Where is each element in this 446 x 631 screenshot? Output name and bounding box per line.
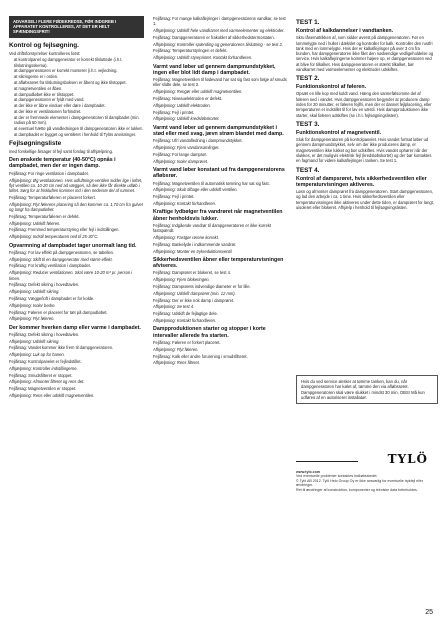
remedy-text: Afhjælpning: Udskift elektroden.	[153, 102, 211, 108]
check-item: • at dampgeneratoren er fyldt med vand.	[14, 97, 144, 102]
remedy-text: Afhjælpning: Se test 4.	[153, 304, 195, 310]
remedy-text: Afhjælpning: Udskift sikring.	[9, 338, 60, 344]
remedy-text: Afhjælpning: Flyt føleren.	[9, 316, 55, 322]
remedy-text: Afhjælpning: Udskift styreprintet. Kontakt forhandleren.	[153, 55, 253, 61]
cause-text: Fejlårsag: For ringe ventilation i dampbadet.	[9, 170, 89, 176]
check-item: • at afløbsrøret fra tilslutningsboksen er åbent og ikke tilstoppet.	[14, 80, 144, 85]
cause-text: Fejlårsag: Kalk eller andre forurening i smudsfilteret.	[153, 353, 248, 359]
cause-text: Fejlårsag: Fremmed temperaturstyring eller fejl i indstillingen.	[9, 227, 120, 233]
check-item: • at der ikke er åbne vinduer eller døre i dampbadet.	[14, 103, 144, 108]
remedy-text: Afhjælpning: Rens filteret.	[153, 360, 200, 366]
page-number: 25	[425, 609, 433, 616]
test-title: TEST 1.	[296, 19, 320, 26]
remedy-text: Afhjælpning: Indstil temperaturen ned til 25-30°C.	[9, 234, 99, 240]
remedy-text: Afhjælpning: Rengør eller udskift magnetventilen.	[153, 89, 243, 95]
check-item: • at der er fremmede elementer i dampgeneratoren til dampbadet (min. radius på 50 mm).	[14, 115, 144, 126]
remedy-text: Afhjælpning: Reducer ventilationen. Skal være 10-20 m³ pr. person i timen.	[9, 270, 133, 281]
check-item: • at magnetventilen er åben.	[14, 86, 144, 91]
cause-text: Fejlårsag: For mange kalkaflejringer i dampgeneratorens vandkar, se test 1.	[153, 16, 286, 27]
check-item: • at sikringerne er i orden.	[14, 74, 144, 79]
check-item: • at kontrolpanel og dampgenerator er korrekt tilsluttede (i.h.t. tilslutningsskema).	[14, 57, 144, 68]
cause-text: Fejlårsag: For kraftig ventilation i dampbadet.	[9, 263, 91, 269]
remedy-text: Afhjælpning: Fastgør rørene korrekt.	[153, 235, 219, 240]
cause-text: Fejlårsag: Magnetventilen er stoppet.	[9, 386, 77, 392]
remedy-text: Afhjælpning: Kontroller indstillingerne.	[9, 365, 78, 371]
cause-text: Fejlårsag: Temperaturstyringen er defekt.	[153, 48, 228, 54]
remedy-text: Afhjælpning: Kontroller spænding og generatorens tilslutning - se test 2.	[153, 41, 283, 47]
symptom-heading: Kraftige lydbølger fra vandrøret når magnetventilen åbner henholdsvis lukker.	[153, 209, 283, 222]
remedy-text: Afhjælpning: Isoler bedre.	[9, 302, 56, 308]
symptom-heading: Der kommer hverken damp eller varme i dampbadet.	[9, 324, 141, 331]
cause-text: Fejlårsag: Føleren er forkert placeret.	[153, 339, 221, 345]
warning-box: ADVARSEL! FLERE FØDEKREDSE, FØR INDGREB I APPARATET KONTROLLERES, AT DET ER HELT SPÆNDINGSFRIT!	[9, 16, 144, 38]
remedy-text: Afhjælpning: Rens eller udskift magnetventilen.	[9, 393, 95, 399]
cause-text: Fejlårsag: Niveauelektroden er defekt.	[153, 96, 223, 102]
symptom-heading: Den ønskede temperatur (40-50°C) opnås i dampbadet, men der er ingen damp.	[9, 157, 116, 170]
footer-line: Ved eventuelle problemer kontaktes indkøbsstedet.	[296, 474, 378, 479]
remedy-text: Afhjælpning: Luk op for hanen.	[9, 352, 65, 358]
column-right	[296, 16, 434, 366]
section-title-check: Kontrol og fejlsøgning.	[9, 41, 79, 49]
check-item: • at dampbadet er bygget og ventileret i henhold til Tylös anvisninger.	[14, 132, 144, 137]
cause-text: Fejlårsag: Der er ikke nok damp i damprøret.	[153, 297, 235, 303]
test-title: TEST 3.	[296, 120, 320, 128]
test-text: Sluk for dampgeneratoren på kontrolpanelet. Hvis vandet fortsat løber ud gennem dampmundstykket, selv om der ikke produceres damp, er magnetventilen ikke lukket og bør udskiftes. Hvis vandet ophører når der slukkes, er det muligvis elektrisk fejl (kredsløbskortet) og der bør kontaktes en fagmand for videre kalkaflejringer i tanken. Se test 1.	[296, 137, 432, 164]
footer-line: © Tylö AB 2012. Tylö Helo Group Oy er ikke ansvarlig for eventuelle trykfejl eller ændringer.	[296, 478, 423, 488]
service-note-box: Hvis du ved service ønsker at tømme tanken, kan du, når dampgeneratoren har kølet af, tømme den via afløbsrøret. Dampgeneratoren skal være slukket i mindst 30 min. OBS! Må kun udføres af en autoriseret installatør.	[296, 375, 438, 404]
test-text: Opsæt en lille kop med koldt vand. Hæng den varmefølsomme del af føleren ned i vandet. Hvis dampgeneratoren begynder at producere damp inden for 20 minutter, er føleren fejlfri, men der er dannet fejlplacering, eller temperaturen er indstillet til for lav en værdi. Hvis dampproduktionen ikke starter, skal føleren udskiftes (se i.h.t. fejlsøgningslisten).	[296, 91, 432, 118]
remedy-text: Afhjælpning: Udskift føleren.	[9, 220, 61, 226]
cause-text: Fejlårsag: Smudsfilteret er stoppet.	[9, 372, 73, 378]
cause-text: Fejlårsag: Temperaturføleren er placeret forkert.	[9, 194, 96, 200]
test-text: Løsn og afmonter damprøret fra dampgeneratoren. Start dampgeneratoren, og lad den arbejde i ca. 1 time. Hvis sikkerhedsventilen eller temperaturvisningen ikke aktiveres under dette tiden, er damprøret for langt, uisoleret eller blokeret. Afhjælp i henhold til fejlsøgningslisten.	[296, 189, 434, 211]
cause-text: Fejlårsag: For lav effekt på dampgeneratoren, se tabellen.	[9, 249, 115, 255]
remedy-text: Afhjælpning: Skift til en dampgenerator med større effekt.	[9, 256, 113, 262]
table-intro: med forskellige årsager til fejl samt forslag til afhjælpning.	[9, 148, 113, 154]
remedy-text: Afhjælpning: Isoler damprøret.	[153, 158, 209, 164]
intro-text: Ved driftsforstyrrelser kontrolleres først:	[9, 50, 81, 56]
column-left	[9, 16, 144, 616]
remedy-text: Afhjælpning: Fjern blokeringen.	[153, 277, 210, 283]
remedy-text: Afhjælpning: Skub tilbage eller udskift ventilen.	[153, 187, 238, 193]
remedy-text: Afhjælpning: Kontakt forhandleren.	[153, 318, 217, 324]
test-subtitle: Kontrol af kalkdannelser i vandtanken.	[296, 27, 394, 34]
symptom-heading: Sikkerhedsventilen åbner eller temperaturvisningen afviseres.	[153, 256, 284, 270]
cause-text: Fejlårsag: For lange damprør.	[153, 151, 207, 157]
cause-text: Fejlårsag: Fejl i printet.	[153, 194, 195, 200]
symptom-heading: Varmt vand løber konstant ud fra dampgeneratorens afløbsrør.	[153, 167, 285, 180]
remedy-text: Afhjælpning: Kontakt forhandleren.	[153, 201, 217, 207]
cause-text: Fejlårsag: Vandet kommer ikke frem til dampgeneratoren.	[9, 345, 114, 351]
remedy-text: Afhjælpning: Flyt føleren.	[153, 346, 199, 352]
symptom-heading: Varmt vand løber ud gennem dampmundstykket i stød eller med svag, jævn strøm blandet med damp.	[153, 124, 284, 138]
tylo-logo: TYLÖ	[387, 452, 428, 466]
remedy-text: Afhjælpning: Flyt følerens placering så den kommer ca. 1,70 cm fra gulvet og langt fra damputløbet.	[9, 201, 143, 213]
footer-url[interactable]: www.tylo.com	[296, 470, 321, 474]
cause-text: Fejlårsag: Udskift de fejlagtige dele.	[153, 311, 218, 317]
cause-text: Fejlårsag: Defekt sikring i hovedtavlen.	[9, 331, 80, 337]
test-subtitle: Funktionskontrol af føleren.	[296, 84, 367, 91]
cause-text: Fejlårsag: Damprørets indvendige diameter er for lille.	[153, 284, 251, 290]
check-item: • at dampudløbet ikke er tilstoppet.	[14, 92, 144, 97]
check-list	[9, 57, 144, 137]
remedy-text: Afhjælpning: Øg ventilationen. Hvis udluftnings-ventilen sidder lige i loftet, flyt ventilen ca. 10-20 cm ned ad væggen, så den ikke får direkte udløb i loftet. Sørg for at friskluften kommer ind i den nederste del af rummet.	[9, 177, 143, 194]
remedy-text: Afhjælpning: Afmonter filteret og rens det.	[9, 379, 85, 385]
cause-text: Fejlårsag: Kontrolpanelet er fejlindstillet.	[9, 359, 82, 365]
footer	[296, 470, 434, 492]
remedy-text: Afhjælpning: Udskift hele vandkarret med varmeelementer og elektroder.	[153, 28, 285, 34]
footer-line: Ret til ændringer af konstruktion, komponenter og tekniske data forbeholdes.	[296, 487, 418, 492]
section-title-table: Fejlsøgningsliste	[9, 139, 62, 147]
column-middle	[153, 16, 288, 616]
cause-text: Fejlårsag: Damprøret er blokeret, se test 4.	[153, 270, 232, 276]
remedy-text: Afhjælpning: Fjern vandansamlinger.	[153, 145, 220, 151]
remedy-text: Afhjælpning: Udskift sikring.	[9, 289, 60, 295]
symptom-heading: Varmt vand løber ud gennem dampmundstykket, ingen eller blot lidt damp i dampbadet.	[153, 63, 276, 76]
cause-text: Fejlårsag: Fejl i printet.	[153, 109, 195, 115]
test-subtitle: Kontrol af dampsrøret, hvis sikkerhedsventilen eller temperaturvisningen aktiveres.	[296, 175, 427, 188]
symptom-heading: Dampproduktionen starter og stopper i korte intervaller allerede fra starten.	[153, 326, 266, 339]
cause-text: Fejlårsag: Defekt sikring i hovedtavlen.	[9, 282, 80, 288]
remedy-text: Afhjælpning: Monter en trykreduktionsventil.	[153, 248, 233, 254]
remedy-text: Afhjælpning: Udskift damprøret (min. 12 mm).	[153, 290, 236, 296]
check-item: • at der ikke er ventilationen forhindret.	[14, 109, 144, 114]
test-text: Skru låsemøtrikken af, som sidder øverst på dampgeneratoren. Før en lommelygte ned i hullet i dækslet og kontroller for kalk. Kontroller den rustfri tank med en lommelygte. Hvis der er kalkaflejringer på over 3 cm fra bunden, har dampgeneratoren ikke fået den nødvendige vedligeholdelse og service. Hvis kalkaflejringerne kommer højere op, er dampgeneratoren ved at blive for tilkalket. Hvis dampgeneratoren er stærkt tilkalket, bør vandkarret med varmeelementer og elektroder udskiftes.	[296, 35, 434, 72]
cause-text: Fejlårsag: Magnetventilen til fødevand har sat sig fast som følge af smuds eller slidte dele, se test 3.	[153, 77, 287, 88]
cause-text: Fejlårsag: Bankelyde i indkommende vandrør.	[153, 241, 237, 247]
check-item: • at eventuel hætte på vandledningen til dampgeneratoren ikke er lukket.	[14, 126, 144, 131]
cause-text: Fejlårsag: Vægge/loft i dampbadet er for kolde.	[9, 295, 95, 301]
remedy-text: Afhjælpning: Udskift kredsløbskortet.	[153, 116, 220, 122]
logo-rule	[296, 461, 358, 462]
cause-text: Fejlårsag: Indgående vandrør til dampgeneratoren er ikke korrekt fastspændt.	[153, 222, 272, 234]
test-title: TEST 4.	[296, 166, 320, 174]
test-subtitle: Funktionskontrol af magnetventil.	[296, 129, 382, 136]
cause-text: Fejlårsag: Dampgeneratoren er frakoblet af sikkerhedstermostaten.	[153, 34, 275, 40]
test-title: TEST 2.	[296, 75, 320, 83]
cause-text: Fejlårsag: Temperaturføleren er defekt.	[9, 213, 80, 219]
symptom-heading: Opvarmning af dampbadet tager unormalt lang tid.	[9, 242, 137, 249]
cause-text: Fejlårsag: Ufri vandafledning i dampmundstykket.	[153, 138, 243, 144]
check-item: • at dampgeneratoren er korrekt monteret (i.h.t. vejledning.	[14, 68, 144, 73]
cause-text: Fejlårsag: Føleren er placeret for tæt på dampudløbet.	[9, 309, 108, 315]
cause-text: Fejlårsag: Magnetventilen til automatisk tømning har sat sig fast.	[153, 180, 270, 186]
